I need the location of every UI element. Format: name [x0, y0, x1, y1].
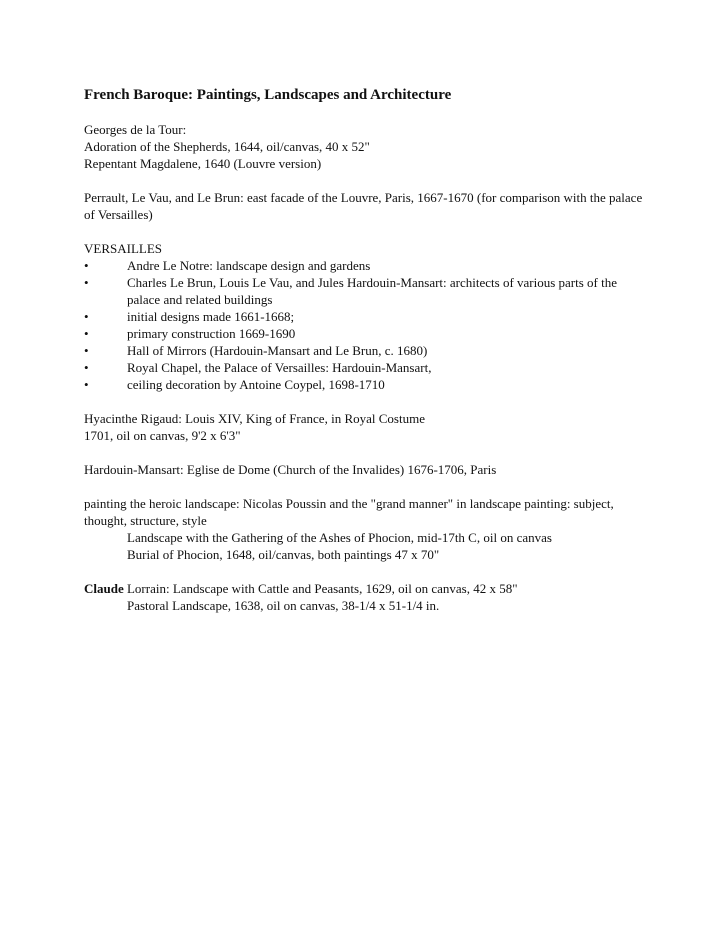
bullet-icon: • — [84, 343, 89, 358]
text-paragraph: Perrault, Le Vau, and Le Brun: east facade of the Louvre, Paris, 1667-1670 (for comparison with the palace of Versailles) — [84, 190, 643, 222]
bullet-icon: • — [84, 258, 89, 273]
bullet-icon: • — [84, 377, 89, 392]
section-de-la-tour — [84, 121, 644, 172]
section-rigaud — [84, 410, 644, 444]
section-louvre — [84, 189, 644, 223]
document-page — [84, 86, 644, 631]
list-item — [84, 325, 644, 342]
section-invalides — [84, 461, 644, 478]
bullet-icon: • — [84, 326, 89, 341]
text-line: Hardouin-Mansart: Eglise de Dome (Church of the Invalides) 1676-1706, Paris — [84, 462, 497, 477]
indented-line: Burial of Phocion, 1648, oil/canvas, both paintings 47 x 70" — [127, 547, 440, 562]
bullet-icon: • — [84, 360, 89, 375]
document-title: French Baroque: Paintings, Landscapes and Architecture — [84, 87, 452, 103]
list-item-text: primary construction 1669-1690 — [127, 326, 296, 341]
list-item-text: initial designs made 1661-1668; — [127, 309, 295, 324]
text-line — [84, 580, 644, 597]
bold-lead: Claude — [84, 581, 124, 596]
section-versailles — [84, 240, 644, 393]
text-paragraph: painting the heroic landscape: Nicolas Poussin and the "grand manner" in landscape painting: subject, thought, structure, style — [84, 496, 614, 528]
text-line: 1701, oil on canvas, 9'2 x 6'3" — [84, 428, 241, 443]
list-item — [84, 274, 644, 308]
list-item-text: Royal Chapel, the Palace of Versailles: Hardouin-Mansart, — [127, 360, 432, 375]
text-line: Adoration of the Shepherds, 1644, oil/canvas, 40 x 52" — [84, 139, 370, 154]
list-item-text: Hall of Mirrors (Hardouin-Mansart and Le Brun, c. 1680) — [127, 343, 428, 358]
text-line: Repentant Magdalene, 1640 (Louvre version) — [84, 156, 322, 171]
list-item — [84, 308, 644, 325]
list-item — [84, 376, 644, 393]
section-poussin — [84, 495, 644, 563]
indented-line: Pastoral Landscape, 1638, oil on canvas, 38-1/4 x 51-1/4 in. — [127, 598, 440, 613]
bullet-icon: • — [84, 309, 89, 324]
list-item — [84, 342, 644, 359]
text-line: Hyacinthe Rigaud: Louis XIV, King of France, in Royal Costume — [84, 411, 425, 426]
indented-line: Landscape with the Gathering of the Ashes of Phocion, mid-17th C, oil on canvas — [127, 530, 552, 545]
list-item-text: ceiling decoration by Antoine Coypel, 1698-1710 — [127, 377, 385, 392]
bullet-icon: • — [84, 275, 89, 290]
section-heading: VERSAILLES — [84, 241, 162, 256]
list-item-text: Charles Le Brun, Louis Le Vau, and Jules Hardouin-Mansart: architects of various parts of the palace and related buildings — [127, 275, 618, 307]
text-span: Lorrain: Landscape with Cattle and Peasants, 1629, oil on canvas, 42 x 58" — [123, 581, 518, 596]
list-item — [84, 257, 644, 274]
section-claude — [84, 580, 644, 614]
list-item — [84, 359, 644, 376]
list-item-text: Andre Le Notre: landscape design and gardens — [127, 258, 371, 273]
text-line: Georges de la Tour: — [84, 122, 187, 137]
